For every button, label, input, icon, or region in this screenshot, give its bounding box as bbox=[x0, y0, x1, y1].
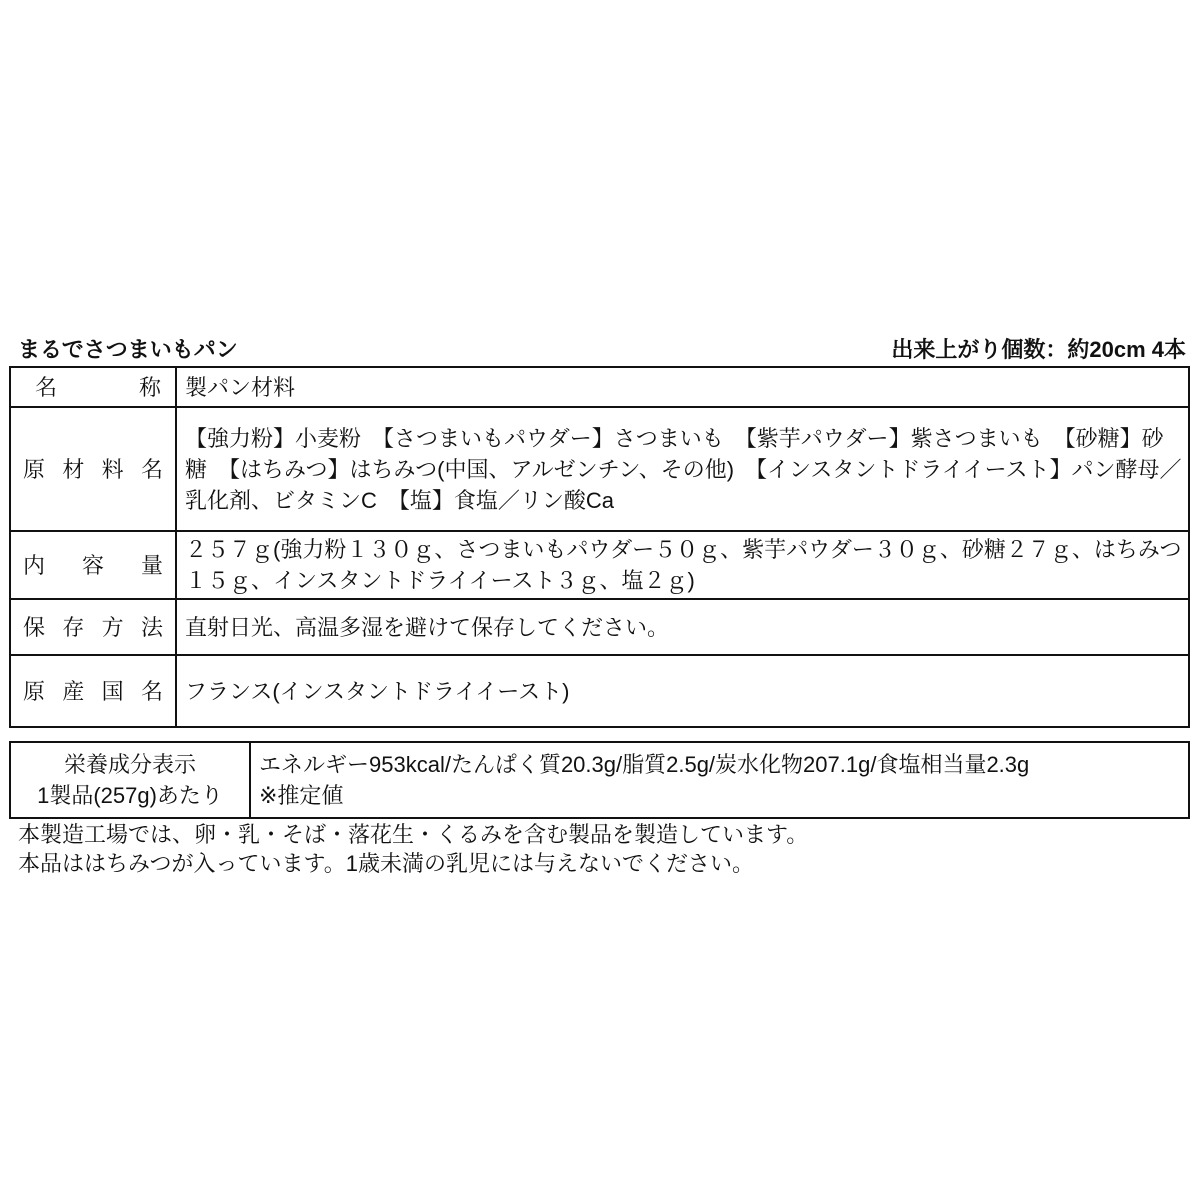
name-value: 製パン材料 bbox=[176, 367, 1189, 407]
content-value: ２５７ｇ(強力粉１３０ｇ、さつまいもパウダー５０ｇ、紫芋パウダー３０ｇ、砂糖２７ｇ、はちみつ１５ｇ、インスタントドライイースト３ｇ、塩２ｇ) bbox=[176, 531, 1189, 599]
content-key: 内容量 bbox=[10, 531, 176, 599]
label-row-storage bbox=[10, 599, 1189, 655]
nutrition-estimate-note: ※推定値 bbox=[259, 783, 344, 808]
label-row-origin bbox=[10, 655, 1189, 727]
allergen-note: 本製造工場では、卵・乳・そば・落花生・くるみを含む製品を製造しています。 bbox=[18, 822, 809, 847]
storage-value: 直射日光、高温多湿を避けて保存してください。 bbox=[176, 599, 1189, 655]
yield-info: 出来上がり個数：約20cm 4本 bbox=[891, 336, 1186, 362]
name-key: 名 称 bbox=[10, 367, 176, 407]
ingredients-value: 【強力粉】小麦粉 【さつまいもパウダー】さつまいも 【紫芋パウダー】紫さつまいも 【砂糖】砂糖 【はちみつ】はちみつ(中国、アルゼンチン、その他) 【インスタントドライイースト】パン酵母／乳化剤、ビタミンC 【塩】食塩／リン酸Ca bbox=[176, 407, 1189, 531]
label-row-ingredients bbox=[10, 407, 1189, 531]
honey-warning: 本品ははちみつが入っています。1歳未満の乳児には与えないでください。 bbox=[18, 851, 755, 876]
nutrition-key-title: 栄養成分表示 bbox=[63, 752, 196, 777]
product-name: まるでさつまいもパン bbox=[18, 336, 238, 362]
food-label-table bbox=[9, 366, 1190, 728]
label-row-name bbox=[10, 367, 1189, 407]
label-header bbox=[18, 333, 1186, 363]
nutrition-value bbox=[250, 742, 1189, 818]
nutrition-key bbox=[10, 742, 250, 818]
origin-value: フランス(インスタントドライイースト) bbox=[176, 655, 1189, 727]
nutrition-table bbox=[9, 741, 1190, 819]
nutrition-row bbox=[10, 742, 1189, 818]
ingredients-key: 原材料名 bbox=[10, 407, 176, 531]
storage-key: 保存方法 bbox=[10, 599, 176, 655]
origin-key: 原産国名 bbox=[10, 655, 176, 727]
nutrition-key-basis: 1製品(257g)あたり bbox=[37, 783, 223, 808]
label-row-content bbox=[10, 531, 1189, 599]
nutrition-values: エネルギー953kcal/たんぱく質20.3g/脂質2.5g/炭水化物207.1g/食塩相当量2.3g bbox=[259, 752, 1030, 777]
footer-notes bbox=[18, 820, 1188, 878]
